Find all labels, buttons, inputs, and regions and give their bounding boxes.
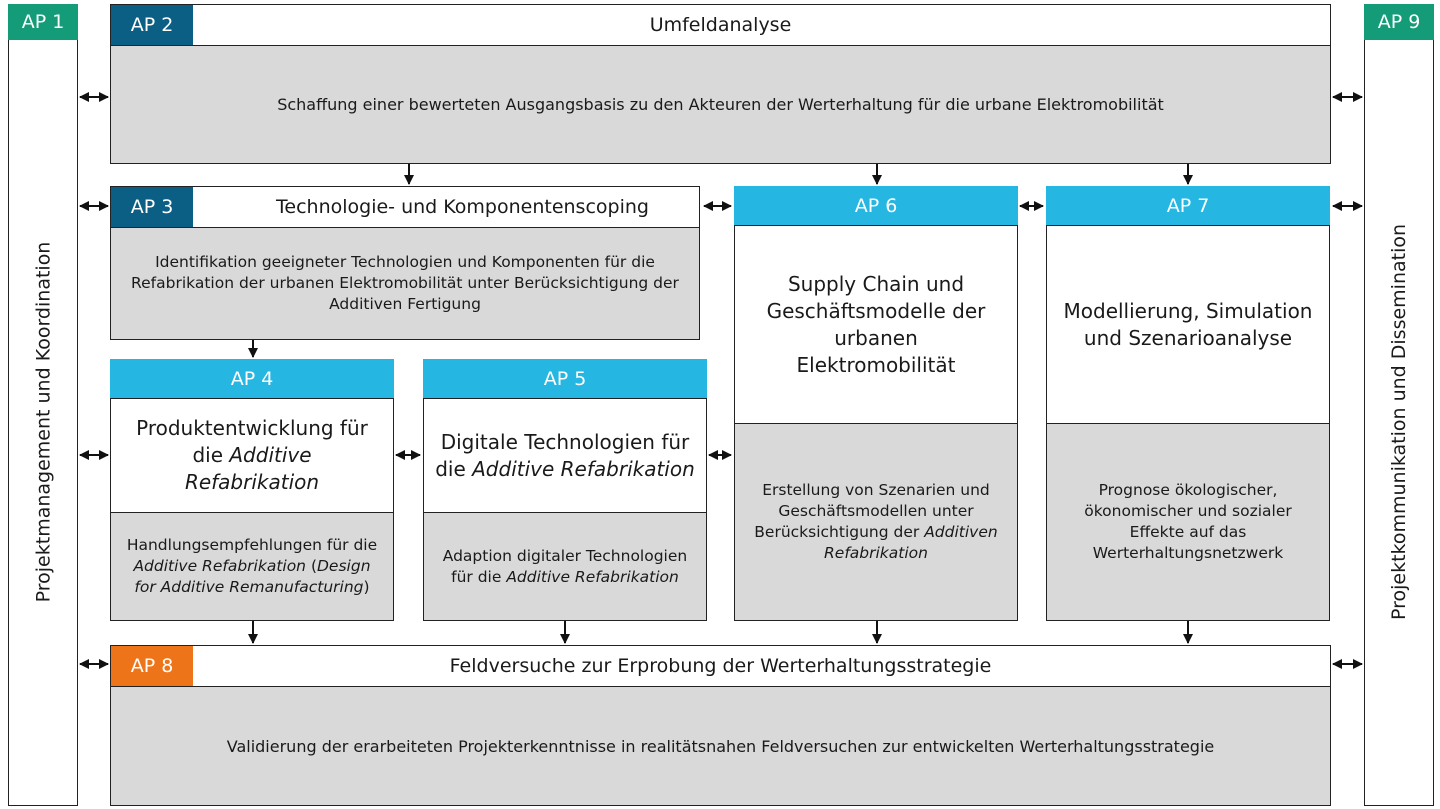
ap7-description: Prognose ökologischer, ökonomischer und sozialer Effekte auf das Werterhaltungsnetzwerk bbox=[1046, 423, 1330, 621]
ap9-tag: AP 9 bbox=[1364, 4, 1434, 40]
ap4-tag: AP 4 bbox=[110, 359, 394, 399]
ap5-tag: AP 5 bbox=[423, 359, 707, 399]
ap7-title: Modellierung, Simulation und Szenarioanalyse bbox=[1046, 225, 1330, 424]
ap3-tag: AP 3 bbox=[111, 187, 193, 227]
ap1-tag: AP 1 bbox=[8, 4, 78, 40]
ap8-description: Validierung der erarbeiteten Projekterkenntnisse in realitätsnahen Feldversuchen zur entwickelten Werterhaltungsstrategie bbox=[110, 686, 1331, 806]
ap2-tag: AP 2 bbox=[111, 5, 193, 45]
ap5-title: Digitale Technologien für die Additive Refabrikation bbox=[423, 398, 707, 513]
ap8-title: Feldversuche zur Erprobung der Werterhaltungsstrategie bbox=[110, 645, 1331, 687]
ap7-tag: AP 7 bbox=[1046, 186, 1330, 226]
ap5-description: Adaption digitaler Technologien für die Additive Refabrikation bbox=[423, 512, 707, 621]
ap3-title: Technologie- und Komponentenscoping bbox=[110, 186, 700, 228]
ap4-title: Produktentwicklung für die Additive Refabrikation bbox=[110, 398, 394, 513]
ap9-label: Projektkommunikation und Dissemination bbox=[1388, 223, 1410, 621]
ap3-description: Identifikation geeigneter Technologien und Komponenten für die Refabrikation der urbanen Elektromobilität unter Berücksichtigung der Additiven Fertigung bbox=[110, 227, 700, 340]
ap6-title: Supply Chain und Geschäftsmodelle der urbanen Elektromobilität bbox=[734, 225, 1018, 424]
ap2-description: Schaffung einer bewerteten Ausgangsbasis zu den Akteuren der Werterhaltung für die urbane Elektromobilität bbox=[110, 45, 1331, 164]
ap6-description: Erstellung von Szenarien und Geschäftsmodellen unter Berücksichtigung der Additiven Refabrikation bbox=[734, 423, 1018, 621]
ap6-tag: AP 6 bbox=[734, 186, 1018, 226]
ap8-tag: AP 8 bbox=[111, 646, 193, 686]
ap9-label-wrap bbox=[1364, 38, 1434, 806]
ap1-label-wrap bbox=[8, 38, 78, 806]
ap2-title: Umfeldanalyse bbox=[110, 4, 1331, 46]
ap1-label: Projektmanagement und Koordination bbox=[32, 241, 55, 603]
ap4-description: Handlungsempfehlungen für die Additive Refabrikation (Design for Additive Remanufacturing) bbox=[110, 512, 394, 621]
